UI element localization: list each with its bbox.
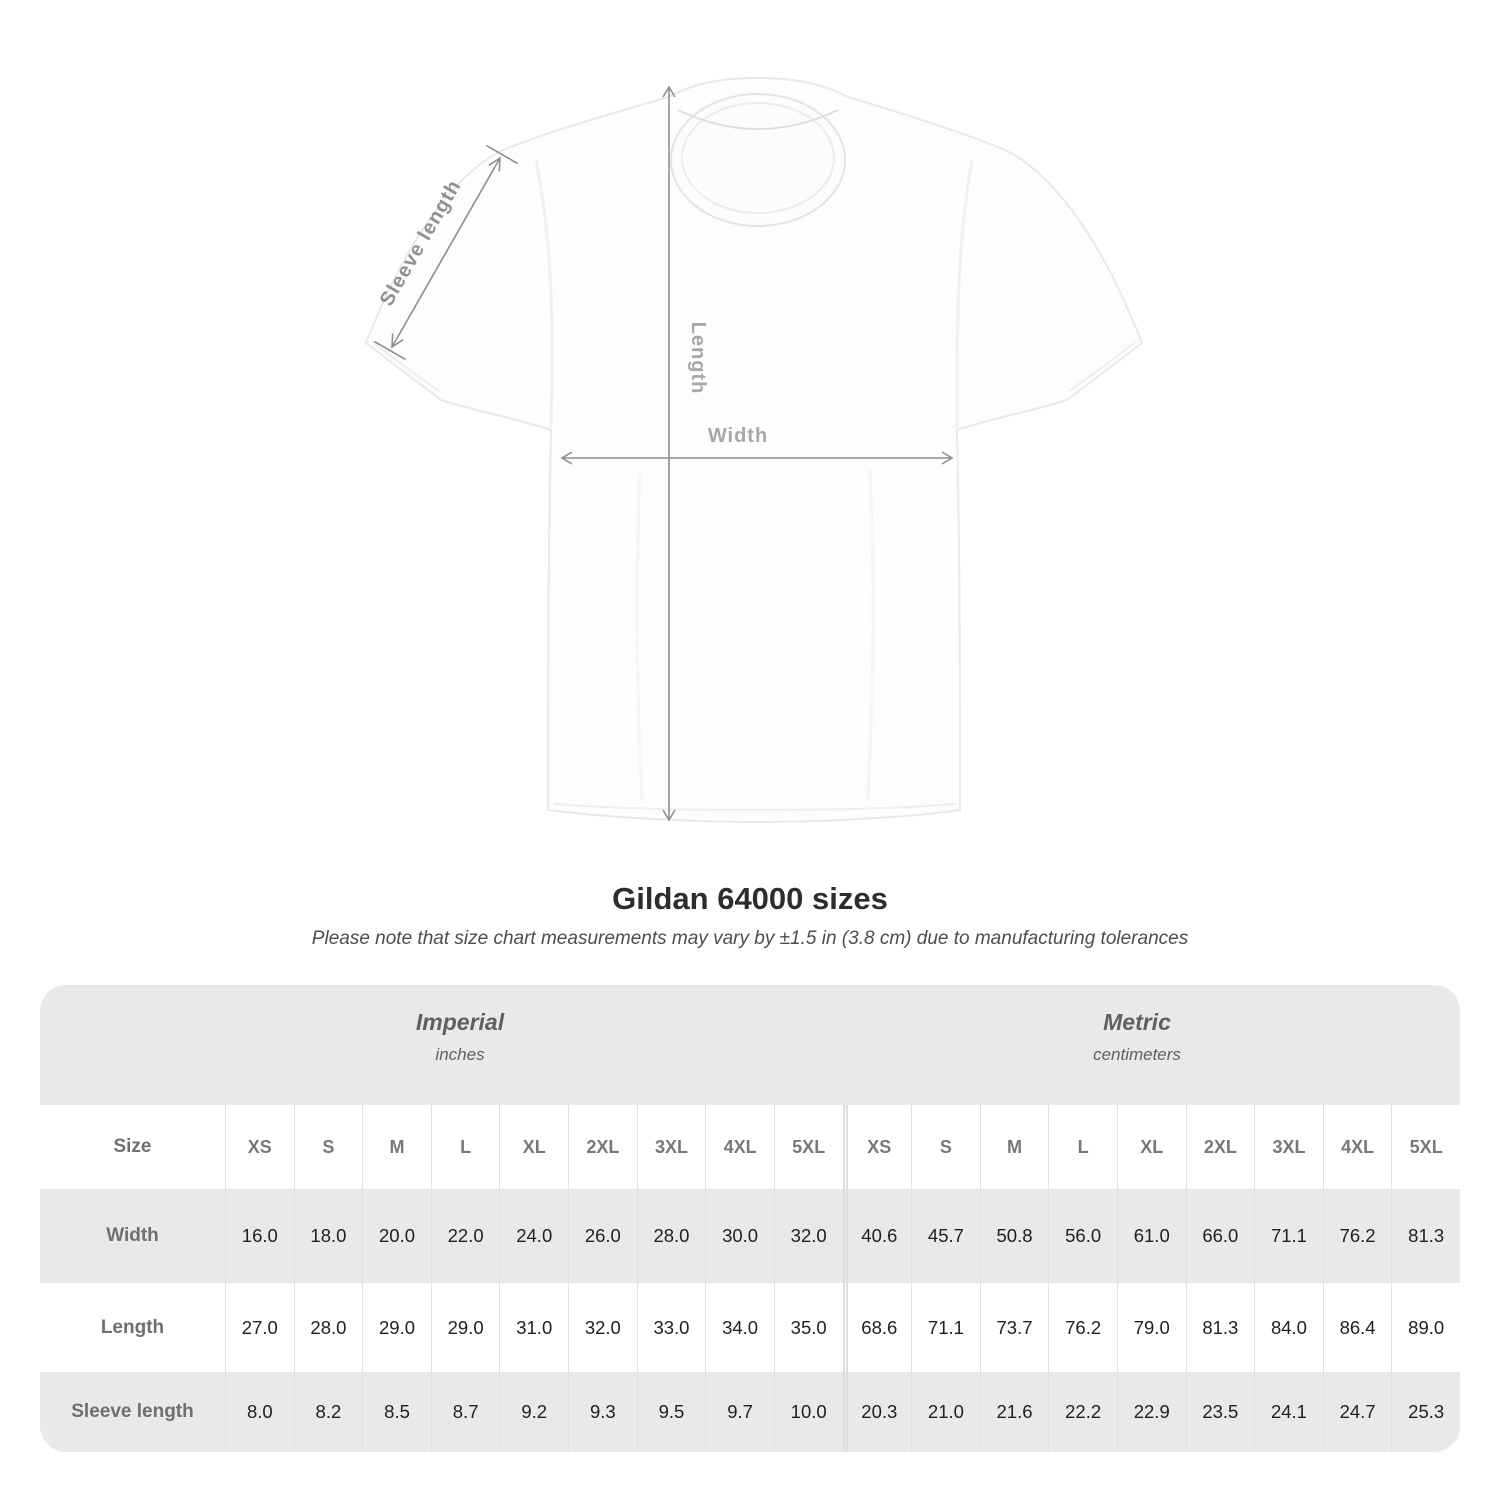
imperial-units: inches [435,1045,485,1064]
imperial-header [416,1009,504,1065]
measurement-cell: 8.0 [225,1372,294,1452]
measurement-cell: 27.0 [225,1283,294,1372]
measurement-cell: 34.0 [705,1283,774,1372]
metric-label: Metric [1103,1009,1171,1035]
measurement-cell: 81.3 [1186,1283,1255,1372]
size-column-header: 5XL [1391,1105,1460,1189]
size-column-header: S [911,1105,980,1189]
size-table [40,985,1460,1452]
measurement-cell: 45.7 [911,1189,980,1283]
measurement-cell: 81.3 [1391,1189,1460,1283]
measurement-cell: 71.1 [911,1283,980,1372]
size-column-header: 3XL [637,1105,706,1189]
measurement-cell: 22.2 [1048,1372,1117,1452]
measurement-cell: 76.2 [1323,1189,1392,1283]
size-column-header: 2XL [568,1105,637,1189]
measurement-cell: 29.0 [362,1283,431,1372]
size-column-header: XS [843,1105,912,1189]
measurement-cell: 35.0 [774,1283,843,1372]
measurement-cell: 29.0 [431,1283,500,1372]
size-column-header: XL [499,1105,568,1189]
measurement-cell: 9.7 [705,1372,774,1452]
measurement-cell: 24.0 [499,1189,568,1283]
size-column-header: XS [225,1105,294,1189]
tolerance-note: Please note that size chart measurements may vary by ±1.5 in (3.8 cm) due to manufacturing tolerances [311,928,1189,949]
measurement-cell: 8.5 [362,1372,431,1452]
measurement-cell: 32.0 [568,1283,637,1372]
measurement-cell: 25.3 [1391,1372,1460,1452]
size-column-header: XL [1117,1105,1186,1189]
size-column-header: 3XL [1254,1105,1323,1189]
measurement-cell: 28.0 [637,1189,706,1283]
measurement-cell: 18.0 [294,1189,363,1283]
table-corner-size-label: Size [40,1105,225,1189]
metric-header [1093,1009,1181,1065]
measurement-cell: 56.0 [1048,1189,1117,1283]
measurement-cell: 9.2 [499,1372,568,1452]
size-column-header: 2XL [1186,1105,1255,1189]
width-label: Width [707,425,769,447]
measurement-cell: 68.6 [843,1283,912,1372]
measurement-cell: 21.6 [980,1372,1049,1452]
page-title: Gildan 64000 sizes [612,881,888,916]
measurement-cell: 61.0 [1117,1189,1186,1283]
measurement-cell: 24.1 [1254,1372,1323,1452]
size-column-header: L [431,1105,500,1189]
measurement-cell: 24.7 [1323,1372,1392,1452]
measurement-cell: 84.0 [1254,1283,1323,1372]
measurement-cell: 9.5 [637,1372,706,1452]
unit-header-band [40,985,1460,1105]
measurement-cell: 76.2 [1048,1283,1117,1372]
measurement-cell: 31.0 [499,1283,568,1372]
measurement-cell: 21.0 [911,1372,980,1452]
metric-units: centimeters [1093,1045,1181,1064]
tshirt-diagram [340,40,1160,840]
size-column-header: 4XL [705,1105,774,1189]
imperial-label: Imperial [415,1009,505,1035]
size-column-header: 4XL [1323,1105,1392,1189]
row-label: Length [40,1283,225,1372]
size-column-header: S [294,1105,363,1189]
measurement-cell: 10.0 [774,1372,843,1452]
measurement-cell: 30.0 [705,1189,774,1283]
measurement-cell: 79.0 [1117,1283,1186,1372]
sleeve-length-label: Sleeve length [375,176,466,310]
measurement-cell: 33.0 [637,1283,706,1372]
tshirt-illustration [340,40,1160,840]
row-label: Width [106,1225,159,1246]
size-column-header: 5XL [774,1105,843,1189]
size-column-header: L [1048,1105,1117,1189]
measurement-cell: 22.0 [431,1189,500,1283]
measurement-cell: 71.1 [1254,1189,1323,1283]
size-column-header: M [980,1105,1049,1189]
size-column-header: M [362,1105,431,1189]
measurement-grid [40,1105,1460,1452]
measurement-cell: 8.7 [431,1372,500,1452]
measurement-cell: 86.4 [1323,1283,1392,1372]
measurement-cell: 40.6 [843,1189,912,1283]
row-label: Sleeve length [71,1401,194,1422]
measurement-cell: 32.0 [774,1189,843,1283]
measurement-cell: 22.9 [1117,1372,1186,1452]
measurement-cell: 16.0 [225,1189,294,1283]
measurement-cell: 89.0 [1391,1283,1460,1372]
measurement-cell: 73.7 [980,1283,1049,1372]
measurement-cell: 26.0 [568,1189,637,1283]
measurement-cell: 8.2 [294,1372,363,1452]
measurement-cell: 20.3 [843,1372,912,1452]
measurement-cell: 23.5 [1186,1372,1255,1452]
measurement-cell: 50.8 [980,1189,1049,1283]
measurement-cell: 20.0 [362,1189,431,1283]
measurement-cell: 66.0 [1186,1189,1255,1283]
length-label: Length [687,321,709,395]
collar-opening [671,94,845,226]
measurement-cell: 9.3 [568,1372,637,1452]
measurement-cell: 28.0 [294,1283,363,1372]
